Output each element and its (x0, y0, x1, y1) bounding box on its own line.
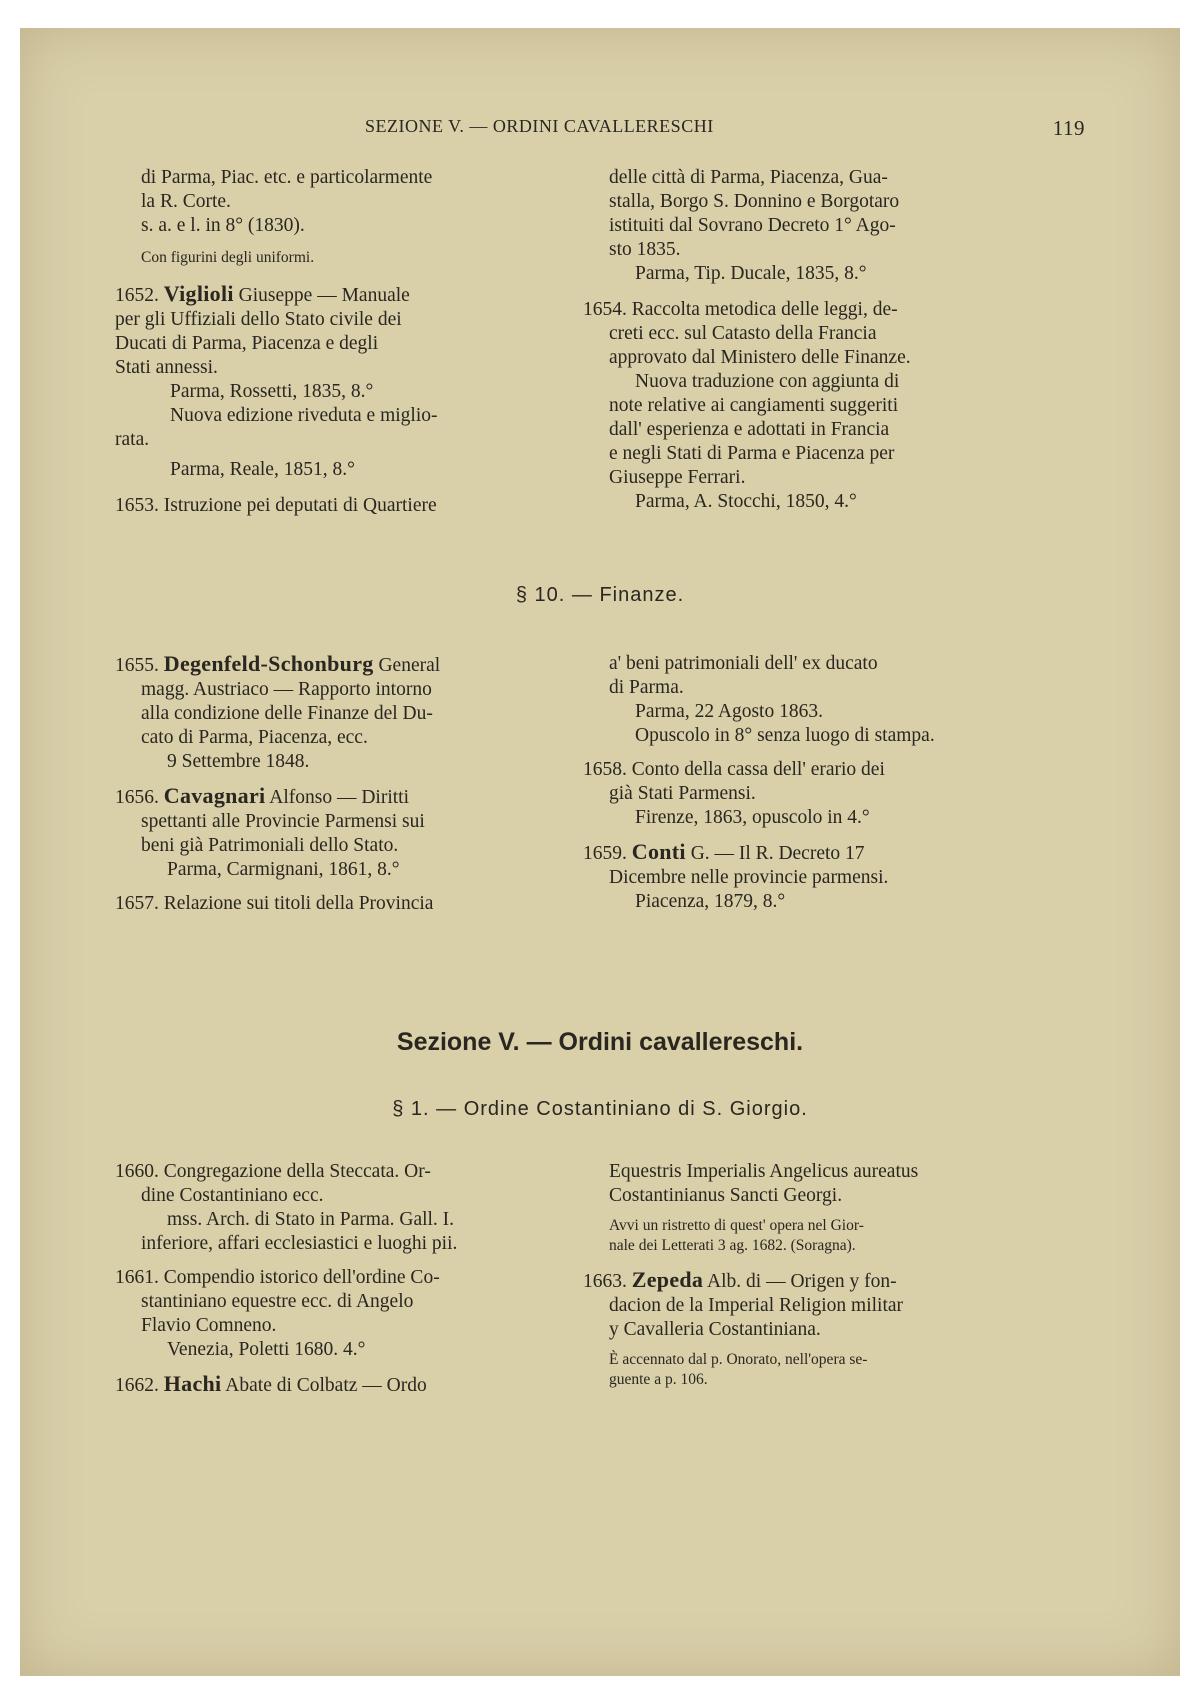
text-line: note relative ai cangiamenti suggeriti (609, 395, 899, 416)
text-line: dine Costantiniano ecc. (141, 1185, 324, 1206)
entry-number: 1659. (583, 843, 627, 864)
block2-right-column (583, 652, 1061, 914)
imprint-line: Parma, Reale, 1851, 8.° (170, 459, 355, 480)
entry-1655 (115, 652, 595, 678)
text-line: dacion de la Imperial Religion militar (609, 1295, 904, 1316)
text-line: approvato dal Ministero delle Finanze. (609, 347, 911, 368)
imprint-line: Parma, Tip. Ducale, 1835, 8.° (635, 263, 867, 284)
section-v-heading: Sezione V. — Ordini cavallereschi. (396, 1028, 804, 1056)
entry-author: Hachi (163, 1371, 222, 1396)
imprint-line: 9 Settembre 1848. (167, 751, 310, 772)
text-line: la R. Corte. (141, 191, 231, 212)
entry-number: 1663. (583, 1271, 627, 1292)
note-line: È accennato dal p. Onorato, nell'opera se- (609, 1351, 868, 1368)
entry-number: 1655. (115, 655, 159, 676)
entry-author: Cavagnari (163, 783, 266, 808)
note-line: nale dei Letterati 3 ag. 1682. (Soragna). (609, 1237, 856, 1254)
text-line: inferiore, affari ecclesiastici e luoghi pii. (141, 1233, 458, 1254)
text-line: creti ecc. sul Catasto della Francia (609, 323, 877, 344)
imprint-line: Firenze, 1863, opuscolo in 4.° (635, 807, 870, 828)
entry-author: Conti (631, 839, 686, 864)
text-line: delle città di Parma, Piacenza, Gua- (609, 167, 888, 188)
entry-1656 (115, 784, 595, 810)
text-line: dall' esperienza e adottati in Francia (609, 419, 890, 440)
entry-1652 (115, 282, 595, 308)
entry-title: General (373, 655, 441, 676)
entry-title: Giuseppe — Manuale (233, 285, 410, 306)
entry-title: G. — Il R. Decreto 17 (685, 843, 865, 864)
imprint-line: Parma, Carmignani, 1861, 8.° (167, 859, 400, 880)
text-line: a' beni patrimoniali dell' ex ducato (609, 653, 878, 674)
entry-title: Abate di Colbatz — Ordo (221, 1375, 427, 1396)
block1-right-column (583, 166, 1061, 514)
entry-1660: 1660. Congregazione della Steccata. Or- (115, 1161, 431, 1182)
entry-1663 (583, 1268, 1061, 1294)
text-line: Dicembre nelle provincie parmensi. (609, 867, 889, 888)
text-line: già Stati Parmensi. (609, 783, 756, 804)
text-line: Ducati di Parma, Piacenza e degli (115, 333, 379, 354)
block2-left-column (115, 652, 595, 916)
text-line: spettanti alle Provincie Parmensi sui (141, 811, 425, 832)
text-line: di Parma, Piac. etc. e particolarmente (141, 167, 433, 188)
block3-left-column (115, 1160, 595, 1398)
text-line: istituiti dal Sovrano Decreto 1° Ago- (609, 215, 896, 236)
text-line: stalla, Borgo S. Donnino e Borgotaro (609, 191, 900, 212)
note-line: Avvi un ristretto di quest' opera nel Gior- (609, 1217, 864, 1234)
entry-author: Viglioli (163, 281, 234, 306)
text-line: cato di Parma, Piacenza, ecc. (141, 727, 368, 748)
imprint-line: Venezia, Poletti 1680. 4.° (167, 1339, 366, 1360)
entry-1659 (583, 840, 1061, 866)
entry-1658: 1658. Conto della cassa dell' erario dei (583, 759, 885, 780)
scanned-page (20, 28, 1180, 1676)
entry-1653: 1653. Istruzione pei deputati di Quartiere (115, 495, 437, 516)
imprint-line: Parma, 22 Agosto 1863. (635, 701, 823, 722)
entry-author: Zepeda (631, 1267, 704, 1292)
note-line: guente a p. 106. (609, 1371, 708, 1388)
entry-1661: 1661. Compendio istorico dell'ordine Co- (115, 1267, 440, 1288)
entry-title: Alfonso — Diritti (265, 787, 409, 808)
text-line: Nuova edizione riveduta e miglio- (170, 405, 438, 426)
block3-right-column (583, 1160, 1061, 1390)
imprint-line: Opuscolo in 8° senza luogo di stampa. (635, 725, 935, 746)
entry-number: 1662. (115, 1375, 159, 1396)
note-line: Con figurini degli uniformi. (141, 249, 315, 266)
text-line: Nuova traduzione con aggiunta di (635, 371, 900, 392)
text-line: sto 1835. (609, 239, 681, 260)
header-title: SEZIONE V. — ORDINI CAVALLERESCHI (365, 116, 714, 136)
entry-1662 (115, 1372, 595, 1398)
entry-number: 1656. (115, 787, 159, 808)
text-line: beni già Patrimoniali dello Stato. (141, 835, 399, 856)
entry-title: Alb. di — Origen y fon- (703, 1271, 897, 1292)
text-line: stantiniano equestre ecc. di Angelo (141, 1291, 414, 1312)
running-header (365, 116, 1085, 146)
text-line: Stati annessi. (115, 357, 218, 378)
text-line: rata. (115, 429, 150, 450)
section-1-heading: § 1. — Ordine Costantiniano di S. Giorgio. (392, 1098, 808, 1120)
page-number: 119 (1052, 116, 1085, 140)
block1-left-column (115, 166, 595, 518)
imprint-line: Parma, Rossetti, 1835, 8.° (170, 381, 374, 402)
text-line: s. a. e l. in 8° (1830). (141, 215, 305, 236)
text-line: Equestris Imperialis Angelicus aureatus (609, 1161, 919, 1182)
text-line: Giuseppe Ferrari. (609, 467, 746, 488)
text-line: e negli Stati di Parma e Piacenza per (609, 443, 895, 464)
text-line: Costantinianus Sancti Georgi. (609, 1185, 843, 1206)
imprint-line: Piacenza, 1879, 8.° (635, 891, 786, 912)
text-line: magg. Austriaco — Rapporto intorno (141, 679, 432, 700)
entry-1654: 1654. Raccolta metodica delle leggi, de- (583, 299, 898, 320)
entry-number: 1652. (115, 285, 159, 306)
text-line: Flavio Comneno. (141, 1315, 277, 1336)
text-line: y Cavalleria Costantiniana. (609, 1319, 821, 1340)
text-line: di Parma. (609, 677, 684, 698)
text-line: alla condizione delle Finanze del Du- (141, 703, 433, 724)
entry-author: Degenfeld-Schonburg (163, 651, 374, 676)
text-line: per gli Uffiziali dello Stato civile dei (115, 309, 402, 330)
entry-1657: 1657. Relazione sui titoli della Provincia (115, 893, 434, 914)
section-10-heading: § 10. — Finanze. (515, 584, 685, 606)
imprint-line: mss. Arch. di Stato in Parma. Gall. I. (167, 1209, 455, 1230)
imprint-line: Parma, A. Stocchi, 1850, 4.° (635, 491, 857, 512)
